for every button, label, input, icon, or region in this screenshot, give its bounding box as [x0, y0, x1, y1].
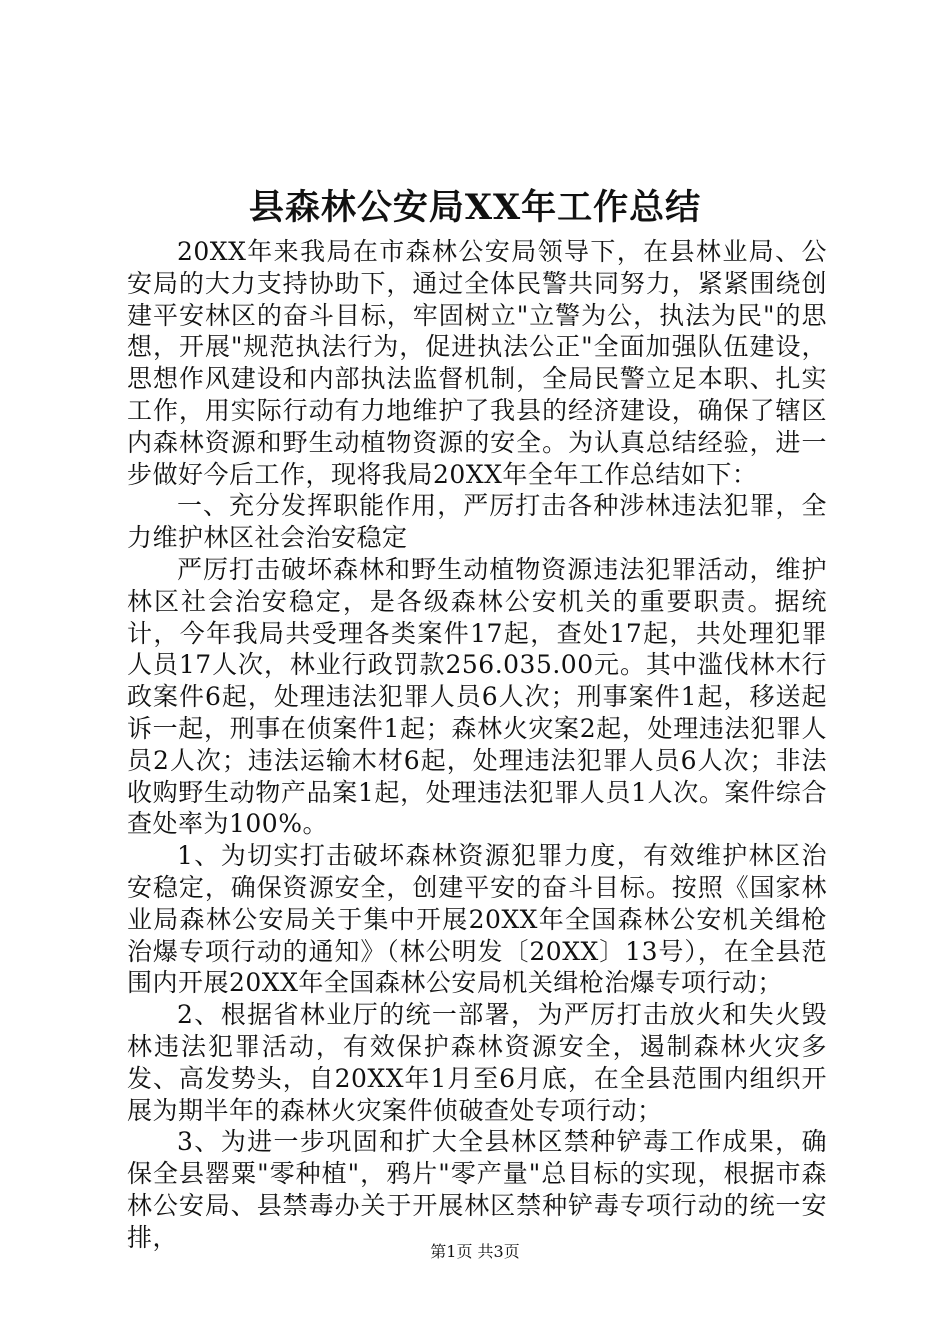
paragraph-intro: 20XX年来我局在市森林公安局领导下，在县林业局、公安局的大力支持协助下，通过全体民警共同努力，紧紧围绕创建平安林区的奋斗目标，牢固树立"立警为公，执法为民"的思想，开展"规范执法行为，促进执法公正"全面加强队伍建设，思想作风建设和内部执法监督机制，全局民警立足本职、扎实工作，用实际行动有力地维护了我县的经济建设，确保了辖区内森林资源和野生动植物资源的安全。为认真总结经验，进一步做好今后工作，现将我局20XX年全年工作总结如下：: [127, 237, 827, 489]
paragraph-statistics: 严厉打击破坏森林和野生动植物资源违法犯罪活动，维护林区社会治安稳定，是各级森林公安机关的重要职责。据统计，今年我局共受理各类案件17起，查处17起，共处理犯罪人员17人次，林业行政罚款256.035.00元。其中滥伐林木行政案件6起，处理违法犯罪人员6人次；刑事案件1起，移送起诉一起，刑事在侦案件1起；森林火灾案2起，处理违法犯罪人员2人次；违法运输木材6起，处理违法犯罪人员6人次；非法收购野生动物产品案1起，处理违法犯罪人员1人次。案件综合查处率为100%。: [127, 554, 827, 839]
document-body: [127, 236, 827, 1254]
paragraph-item-2: 2、根据省林业厅的统一部署，为严厉打击放火和失火毁林违法犯罪活动，有效保护森林资源安全，遏制森林火灾多发、高发势头，自20XX年1月至6月底，在全县范围内组织开展为期半年的森林火灾案件侦破查处专项行动；: [127, 1000, 827, 1125]
paragraph-item-1: 1、为切实打击破坏森林资源犯罪力度，有效维护林区治安稳定，确保资源安全，创建平安的奋斗目标。按照《国家林业局森林公安局关于集中开展20XX年全国森林公安机关缉枪治爆专项行动的通知》（林公明发〔20XX〕13号），在全县范围内开展20XX年全国森林公安局机关缉枪治爆专项行动；: [127, 841, 827, 998]
document-title: 县森林公安局XX年工作总结: [248, 187, 702, 228]
paragraph-item-3: 3、为进一步巩固和扩大全县林区禁种铲毒工作成果，确保全县罂粟"零种植"，鸦片"零产量"总目标的实现，根据市森林公安局、县禁毒办关于开展林区禁种铲毒专项行动的统一安排，: [127, 1127, 827, 1252]
section-heading-1: 一、充分发挥职能作用，严厉打击各种涉林违法犯罪，全力维护林区社会治安稳定: [127, 491, 827, 553]
page-number-footer: 第1页 共3页: [430, 1242, 520, 1261]
